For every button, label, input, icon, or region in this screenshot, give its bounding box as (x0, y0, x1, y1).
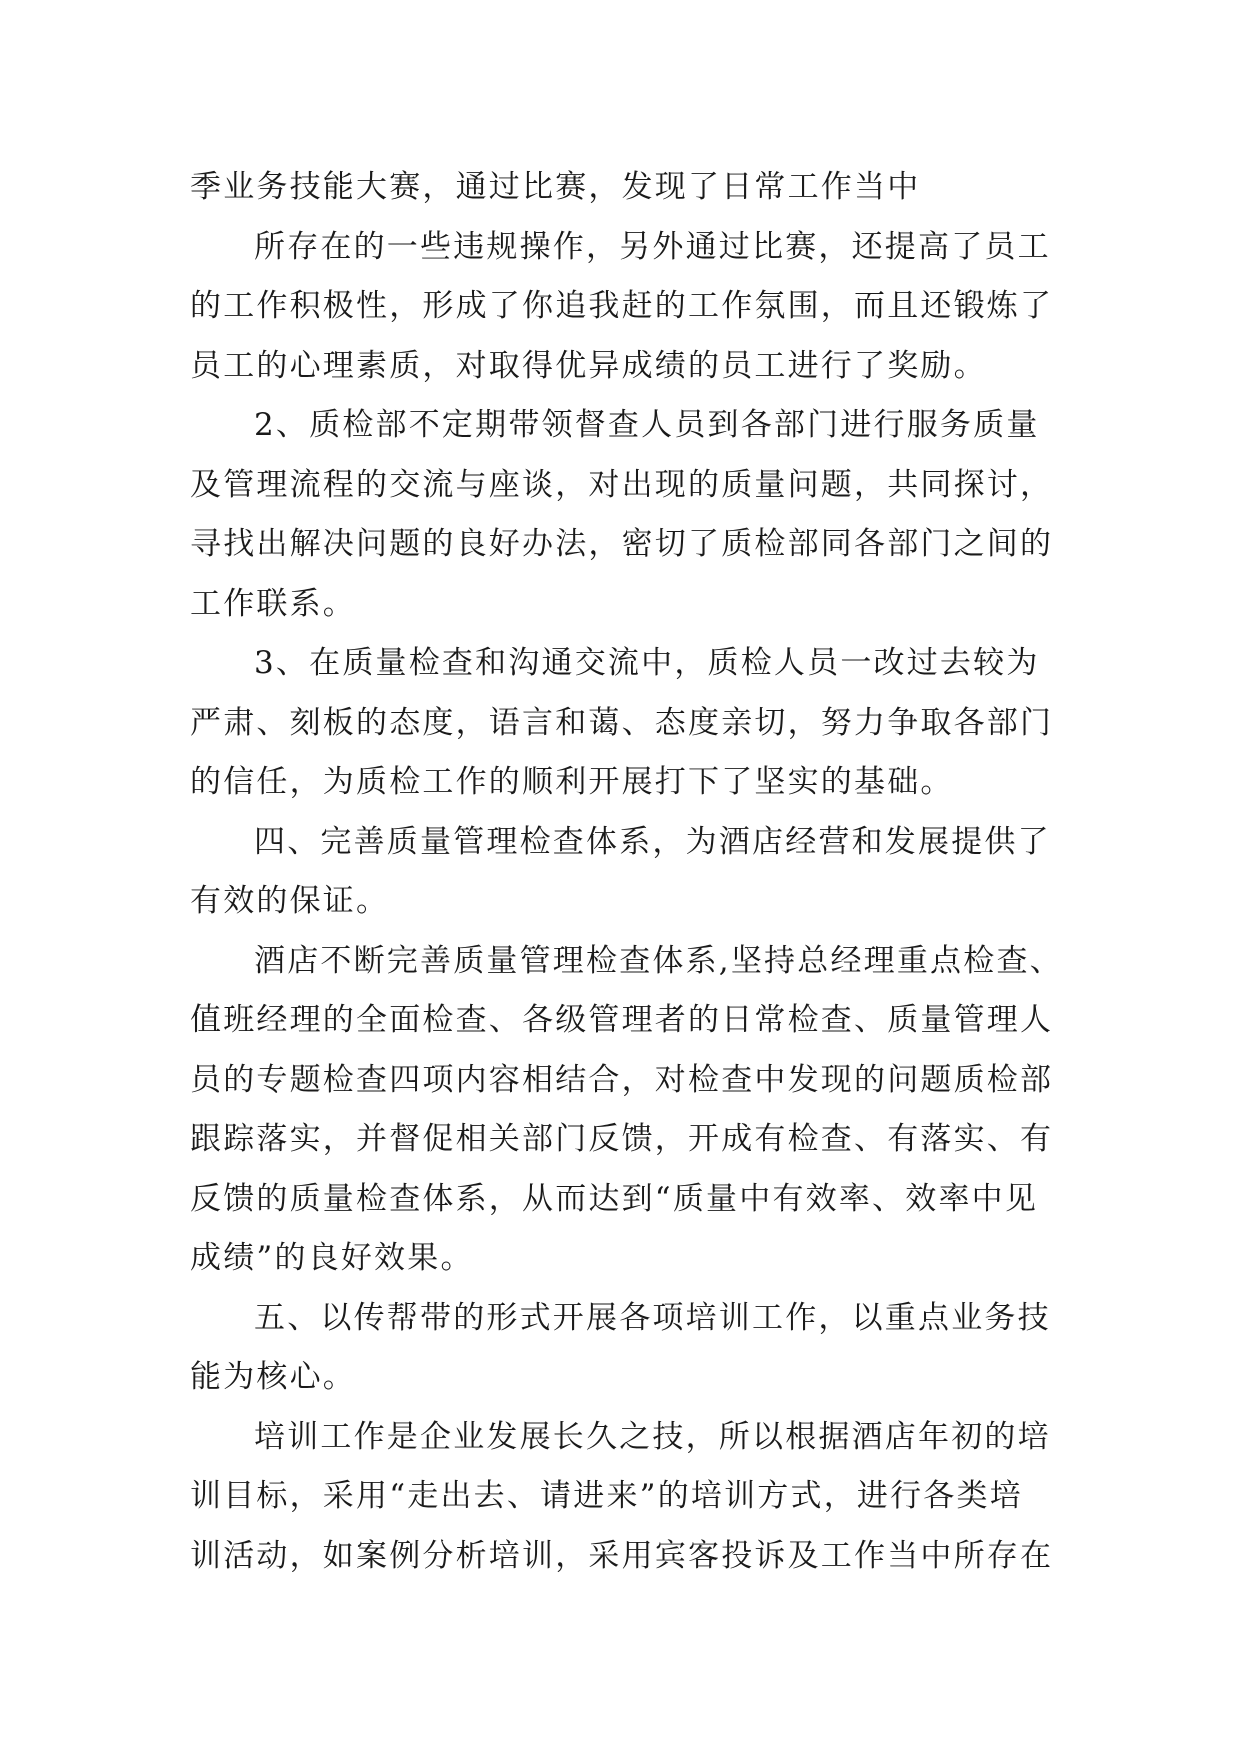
text-line: 2、质检部不定期带领督查人员到各部门进行服务质量 (254, 407, 1040, 443)
text-line: 成绩”的良好效果。 (190, 1240, 474, 1276)
text-line: 的信任，为质检工作的顺利开展打下了坚实的基础。 (190, 764, 954, 800)
body-text (190, 158, 1063, 1586)
text-line: 工作联系。 (190, 585, 356, 622)
section-heading-line: 能为核心。 (190, 1359, 356, 1395)
text-line: 训活动，如案例分析培训，采用宾客投诉及工作当中所存在 (190, 1537, 1054, 1574)
text-line: 跟踪落实，并督促相关部门反馈，开成有检查、有落实、有 (190, 1121, 1054, 1157)
text-line: 员工的心理素质，对取得优异成绩的员工进行了奖励。 (190, 347, 987, 384)
text-line: 值班经理的全面检查、各级管理者的日常检查、质量管理人 (190, 1002, 1054, 1038)
text-line: 的工作积极性，形成了你追我赶的工作氛围，而且还锻炼了 (190, 288, 1054, 324)
text-line: 所存在的一些违规操作，另外通过比赛，还提高了员工 (254, 228, 1051, 265)
text-line: 反馈的质量检查体系，从而达到“质量中有效率、效率中见 (190, 1180, 1039, 1217)
text-line: 员的专题检查四项内容相结合，对检查中发现的问题质检部 (190, 1061, 1054, 1098)
text-line: 及管理流程的交流与座谈，对出现的质量问题，共同探讨， (190, 466, 1054, 503)
text-line: 严肃、刻板的态度，语言和蔼、态度亲切，努力争取各部门 (190, 704, 1054, 741)
text-line: 季业务技能大赛，通过比赛，发现了日常工作当中 (190, 169, 921, 205)
text-line: 3、在质量检查和沟通交流中，质检人员一改过去较为 (254, 645, 1040, 681)
text-line: 训目标，采用“走出去、请进来”的培训方式，进行各类培 (190, 1478, 1023, 1514)
section-heading-line: 四、完善质量管理检查体系，为酒店经营和发展提供了 (254, 823, 1051, 860)
text-line: 培训工作是企业发展长久之技，所以根据酒店年初的培 (254, 1418, 1051, 1455)
text-line: 酒店不断完善质量管理检查体系,坚持总经理重点检查、 (254, 942, 1063, 979)
text-line: 寻找出解决问题的良好办法，密切了质检部同各部门之间的 (190, 526, 1054, 562)
section-heading-line: 五、以传帮带的形式开展各项培训工作，以重点业务技 (254, 1299, 1051, 1336)
section-heading-line: 有效的保证。 (190, 883, 390, 919)
